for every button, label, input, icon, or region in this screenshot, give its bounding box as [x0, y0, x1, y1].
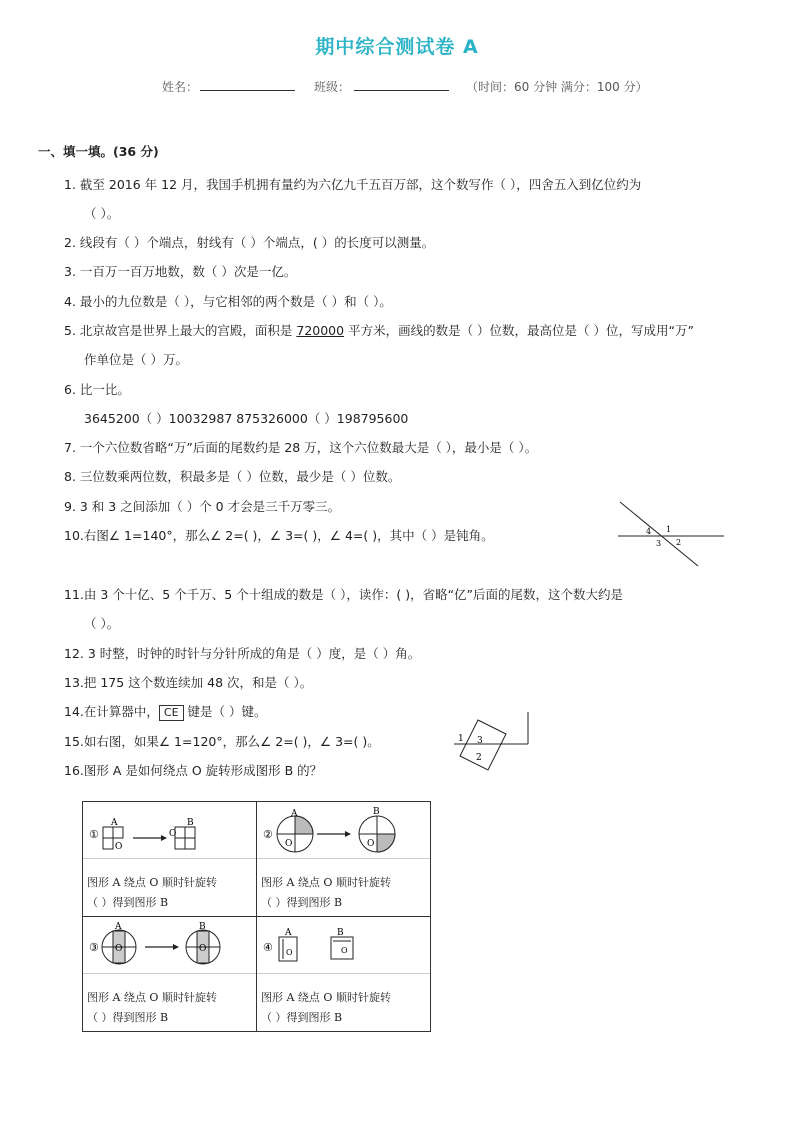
angle-3-label: 3	[477, 736, 483, 746]
question-5-post: 平方米，画线的数是（ ）位数，最高位是（ ）位，写成用“万”	[344, 323, 694, 338]
class-blank[interactable]	[354, 78, 449, 92]
question-11-cont: （ ）。	[84, 616, 120, 631]
question-14	[64, 704, 266, 721]
svg-text:B: B	[199, 922, 206, 932]
ce-key: CE	[159, 705, 184, 721]
svg-text:④: ④	[263, 941, 273, 954]
rotation-figure-3	[83, 917, 256, 973]
question-14-post: 键是（ ）键。	[183, 704, 267, 719]
svg-text:A: A	[291, 809, 298, 819]
svg-text:O: O	[199, 944, 207, 954]
rotation-figure-4	[257, 917, 430, 973]
question-2: 2. 线段有（ ）个端点，射线有（ ）个端点，( ）的长度可以测量。	[64, 235, 435, 250]
svg-text:O: O	[285, 839, 293, 849]
page-title: 期中综合测试卷 A	[315, 36, 479, 58]
svg-text:O: O	[367, 839, 375, 849]
name-label: 姓名：	[162, 80, 199, 94]
question-11: 11.由 3 个十亿、5 个千万、5 个十组成的数是（ ），读作：( )，省略“亿”后面的尾数，这个数大约是	[64, 587, 624, 602]
question-9: 9. 3 和 3 之间添加（ ）个 0 才会是三千万零三。	[64, 499, 341, 514]
svg-text:①: ①	[89, 828, 99, 841]
question-5-cont: 作单位是（ ）万。	[84, 352, 188, 367]
angle-3-label: 3	[656, 539, 662, 548]
rotation-cell-2: ② A O B O 图形 A 绕点 O 顺时针旋转 （ ）得到图形 B	[257, 802, 431, 917]
class-label: 班级：	[314, 80, 351, 94]
intersecting-lines-figure	[612, 498, 728, 570]
underlined-number: 720000	[296, 323, 345, 338]
rotation-cell-1: ① A O O B 图形 A 绕点 O 顺时针旋转 （ ）得到图形 B	[83, 802, 257, 917]
question-1-cont: （ ）。	[84, 206, 120, 221]
question-4: 4. 最小的九位数是（ ），与它相邻的两个数是（ ）和（ ）。	[64, 294, 392, 309]
rotation-figure-2	[257, 802, 430, 858]
svg-text:B: B	[373, 807, 380, 817]
folded-paper-figure	[440, 708, 536, 778]
rotation-table	[82, 801, 431, 1032]
svg-text:A: A	[111, 818, 118, 828]
question-15: 15.如右图，如果∠ 1=120°，那么∠ 2=( )，∠ 3=( )。	[64, 734, 380, 749]
question-13: 13.把 175 这个数连续加 48 次，和是（ ）。	[64, 675, 313, 690]
question-1: 1. 截至 2016 年 12 月，我国手机拥有量约为六亿九千五百万部，这个数写作（ ），四舍五入到亿位约为	[64, 177, 642, 192]
question-7: 7. 一个六位数省略“万”后面的尾数约是 28 万，这个六位数最大是（ ），最小是（ ）。	[64, 440, 538, 455]
svg-text:B: B	[337, 928, 344, 938]
question-16: 16.图形 A 是如何绕点 O 旋转形成图形 B 的？	[64, 763, 323, 778]
svg-text:B: B	[187, 818, 194, 828]
question-10: 10.右图∠ 1=140°，那么∠ 2=( )，∠ 3=( )，∠ 4=( )，其中（ ）是钝角。	[64, 528, 494, 543]
question-14-pre: 14.在计算器中，	[64, 704, 159, 719]
svg-text:②: ②	[263, 828, 273, 841]
svg-text:③: ③	[89, 941, 99, 954]
name-blank[interactable]	[200, 78, 295, 92]
rotation-figure-1	[83, 802, 256, 858]
exam-meta: （时间：60 分钟 满分：100 分）	[466, 80, 648, 94]
section-heading: 一、填一填。(36 分)	[38, 144, 159, 159]
angle-2-label: 2	[476, 753, 482, 763]
svg-text:A: A	[115, 922, 122, 932]
rotation-cell-4: ④ A O B O 图形 A 绕点 O 顺时针旋转 （ ）得到图形 B	[257, 917, 431, 1032]
svg-text:O: O	[341, 946, 348, 955]
svg-text:O: O	[115, 944, 123, 954]
rotation-cell-3: ③ A O B O 图形 A 绕点 O 顺时针旋转 （ ）得到图形 B	[83, 917, 257, 1032]
question-12: 12. 3 时整，时钟的时针与分针所成的角是（ ）度，是（ ）角。	[64, 646, 421, 661]
angle-2-label: 2	[676, 538, 682, 547]
angle-4-label: 4	[646, 527, 652, 536]
svg-text:A: A	[285, 928, 292, 938]
svg-text:O: O	[169, 829, 177, 839]
question-5-pre: 5. 北京故宫是世界上最大的宫殿，面积是	[64, 323, 297, 338]
svg-text:O: O	[115, 842, 123, 852]
angle-1-label: 1	[666, 525, 672, 534]
angle-1-label: 1	[458, 734, 464, 744]
question-5	[64, 323, 694, 339]
question-6: 6. 比一比。	[64, 382, 130, 397]
question-6-compare: 3645200（ ）10032987 875326000（ ）198795600	[84, 411, 409, 426]
question-8: 8. 三位数乘两位数，积最多是（ ）位数，最少是（ ）位数。	[64, 469, 401, 484]
question-3: 3. 一百万一百万地数，数（ ）次是一亿。	[64, 264, 297, 279]
svg-text:O: O	[286, 948, 293, 957]
